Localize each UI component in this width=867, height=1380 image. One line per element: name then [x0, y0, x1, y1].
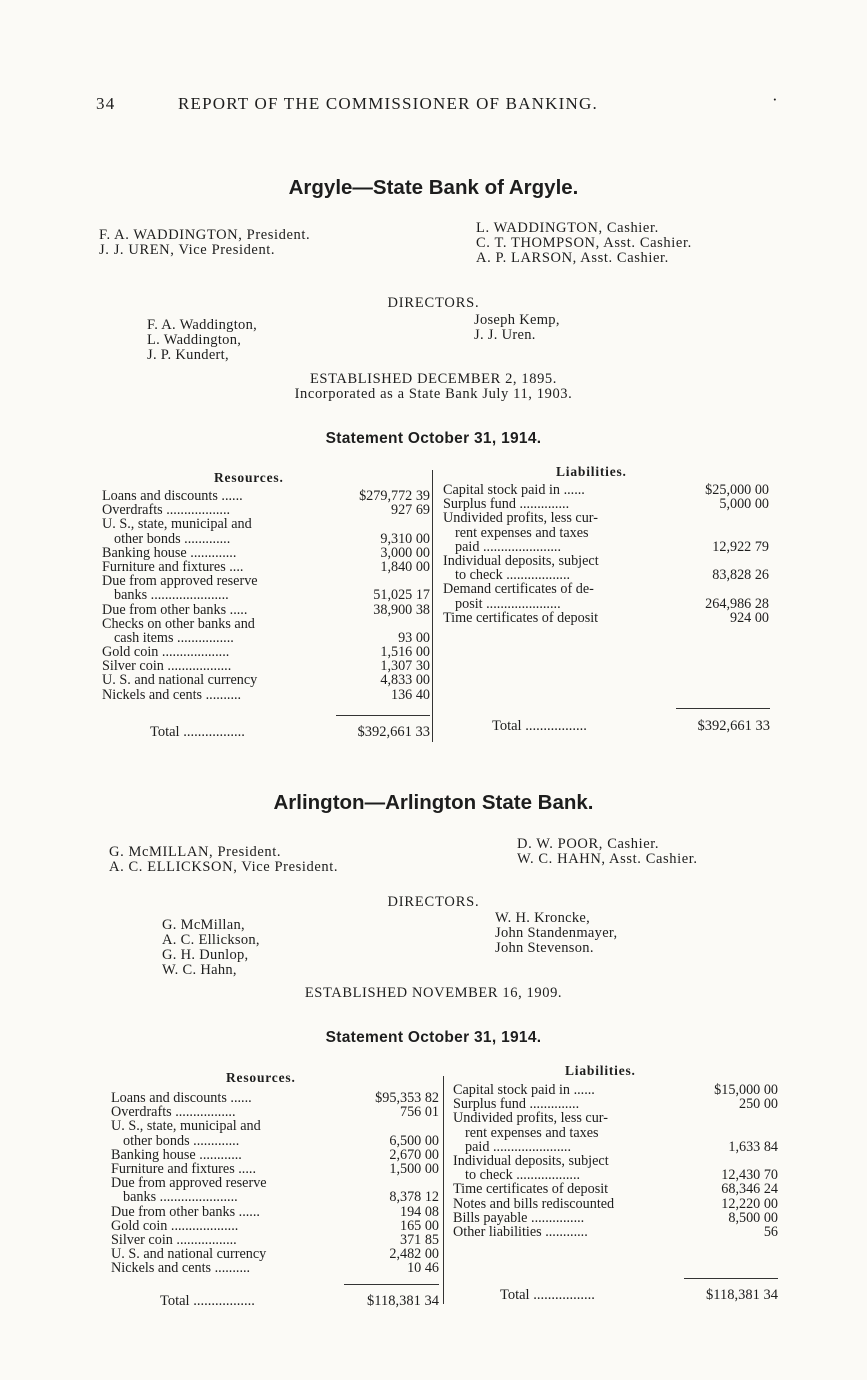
officer-line: C. T. THOMPSON, Asst. Cashier. — [476, 235, 692, 251]
item-label: U. S., state, municipal and — [102, 516, 252, 533]
liabilities-table — [453, 1083, 778, 1239]
item-label: Gold coin ................... — [102, 644, 230, 661]
table-row — [102, 546, 430, 560]
margin-mark: · — [772, 90, 779, 109]
table-row — [111, 1261, 439, 1275]
table-row — [453, 1097, 778, 1111]
item-amount: 12,220 00 — [721, 1195, 778, 1212]
item-amount: 1,840 00 — [380, 558, 430, 575]
director-name: G. H. Dunlop, — [162, 947, 249, 963]
directors-heading: DIRECTORS. — [387, 894, 480, 910]
page-number: 34 — [96, 94, 116, 113]
item-label: other bonds ............. — [114, 530, 231, 547]
item-amount: 1,307 30 — [380, 658, 430, 675]
director-name: G. McMillan, — [162, 917, 245, 933]
table-row — [102, 560, 430, 574]
item-amount: 12,430 70 — [721, 1167, 778, 1184]
item-amount: 250 00 — [738, 1096, 778, 1113]
officers-right — [476, 221, 692, 266]
total-label: Total ................. — [492, 718, 587, 734]
table-row — [453, 1211, 778, 1225]
director-name: Joseph Kemp, — [474, 312, 560, 328]
item-amount: 1,633 84 — [728, 1138, 778, 1155]
item-label: Other liabilities ............ — [453, 1223, 588, 1240]
item-amount: 10 46 — [407, 1260, 439, 1277]
item-amount: $15,000 00 — [714, 1082, 778, 1098]
item-amount: 1,500 00 — [389, 1160, 439, 1177]
item-label: paid ...................... — [455, 538, 562, 555]
item-amount: 6,500 00 — [389, 1132, 439, 1149]
item-label: Furniture and fixtures ..... — [111, 1160, 256, 1177]
director-name: J. P. Kundert, — [147, 347, 229, 363]
table-row — [443, 597, 769, 611]
item-amount: 924 00 — [729, 609, 769, 626]
established-note — [0, 986, 867, 1001]
item-label: Furniture and fixtures .... — [102, 558, 244, 575]
item-label: banks ...................... — [114, 587, 229, 604]
item-label: to check .................. — [455, 567, 571, 584]
item-label: Capital stock paid in ...... — [453, 1082, 595, 1098]
item-label: U. S., state, municipal and — [111, 1118, 261, 1135]
sum-rule — [344, 1284, 439, 1285]
total-label: Total ................. — [500, 1287, 595, 1303]
table-row — [453, 1140, 778, 1154]
item-label: Surplus fund .............. — [453, 1096, 580, 1113]
table-row — [453, 1225, 778, 1239]
table-row — [453, 1154, 778, 1168]
director-name: W. H. Kroncke, — [495, 910, 591, 926]
table-row — [102, 631, 430, 645]
item-amount: 8,378 12 — [389, 1189, 439, 1206]
item-label: Bills payable ............... — [453, 1209, 585, 1226]
item-label: Demand certificates of de- — [443, 581, 594, 598]
item-label: Due from approved reserve — [102, 573, 258, 590]
item-label: Time certificates of deposit — [443, 609, 599, 626]
item-label: Loans and discounts ...... — [111, 1090, 252, 1106]
total-label: Total ................. — [160, 1293, 255, 1309]
item-label: Individual deposits, subject — [443, 552, 599, 569]
officer-line: F. A. WADDINGTON, President. — [99, 227, 311, 243]
officer-line: A. C. ELLICKSON, Vice President. — [109, 859, 339, 875]
table-row — [443, 582, 769, 596]
item-amount: 8,500 00 — [728, 1209, 778, 1226]
table-row — [443, 540, 769, 554]
item-amount: 51,025 17 — [373, 587, 430, 604]
item-label: posit ..................... — [455, 595, 561, 612]
director-name: J. J. Uren. — [474, 327, 536, 343]
officer-line: A. P. LARSON, Asst. Cashier. — [476, 250, 669, 266]
established-line: ESTABLISHED NOVEMBER 16, 1909. — [304, 985, 563, 1001]
item-label: Undivided profits, less cur- — [443, 510, 598, 527]
table-row — [102, 645, 430, 659]
table-row — [453, 1197, 778, 1211]
table-row — [443, 483, 769, 497]
item-label: Time certificates of deposit — [453, 1181, 609, 1198]
officers-left — [99, 228, 310, 258]
table-row — [443, 511, 769, 525]
item-amount: 5,000 00 — [719, 496, 769, 513]
table-row — [443, 554, 769, 568]
table-row — [102, 603, 430, 617]
item-amount: 371 85 — [399, 1231, 439, 1248]
item-label: Loans and discounts ...... — [102, 488, 243, 504]
total-amount: $118,381 34 — [706, 1287, 778, 1303]
item-amount: 136 40 — [390, 686, 430, 703]
item-amount: 83,828 26 — [712, 567, 769, 584]
sum-rule — [684, 1278, 778, 1279]
officer-line: L. WADDINGTON, Cashier. — [476, 220, 659, 236]
established-line: ESTABLISHED DECEMBER 2, 1895. — [309, 371, 558, 387]
item-label: Capital stock paid in ...... — [443, 482, 585, 498]
directors-left — [162, 918, 260, 978]
table-row — [111, 1233, 439, 1247]
item-amount: 3,000 00 — [380, 544, 430, 561]
item-amount: 68,346 24 — [721, 1181, 778, 1198]
liabilities-heading: Liabilities. — [556, 464, 627, 479]
table-row — [111, 1105, 439, 1119]
total-amount: $392,661 33 — [697, 718, 770, 734]
table-row — [111, 1162, 439, 1176]
item-label: Banking house ............. — [102, 544, 237, 561]
table-row — [102, 574, 430, 588]
item-amount: 12,922 79 — [712, 538, 769, 555]
item-label: Surplus fund .............. — [443, 496, 570, 513]
table-row — [111, 1205, 439, 1219]
directors-right — [495, 911, 617, 956]
item-label: U. S. and national currency — [102, 672, 258, 689]
director-name: John Stevenson. — [495, 940, 594, 956]
total-label: Total ................. — [150, 724, 245, 740]
resources-heading: Resources. — [226, 1070, 296, 1085]
item-amount: 264,986 28 — [705, 595, 769, 612]
total-amount: $118,381 34 — [367, 1293, 439, 1309]
table-row — [443, 568, 769, 582]
table-row — [102, 688, 430, 702]
statement-title: Statement October 31, 1914. — [325, 430, 542, 447]
director-name: John Standenmayer, — [495, 925, 618, 941]
item-amount: $95,353 82 — [375, 1090, 439, 1106]
statement-title: Statement October 31, 1914. — [325, 1029, 542, 1046]
item-amount: 38,900 38 — [373, 601, 430, 618]
item-label: rent expenses and taxes — [455, 524, 589, 541]
officers-right — [517, 837, 698, 867]
table-row — [111, 1176, 439, 1190]
table-row — [443, 497, 769, 511]
item-amount: 1,516 00 — [380, 644, 430, 661]
resources-table — [102, 489, 430, 702]
item-label: Silver coin .................. — [102, 658, 232, 675]
director-name: L. Waddington, — [147, 332, 242, 348]
item-label: Notes and bills rediscounted — [453, 1195, 615, 1212]
item-label: rent expenses and taxes — [465, 1124, 599, 1141]
table-row — [453, 1126, 778, 1140]
item-label: Checks on other banks and — [102, 615, 255, 632]
table-row — [102, 588, 430, 602]
item-label: Banking house ............ — [111, 1146, 242, 1163]
resources-table — [111, 1091, 439, 1275]
total-amount: $392,661 33 — [357, 724, 430, 740]
table-row — [111, 1219, 439, 1233]
table-row — [111, 1247, 439, 1261]
item-label: cash items ................ — [114, 629, 234, 646]
item-amount: 56 — [763, 1223, 778, 1240]
item-label: Due from other banks ...... — [111, 1203, 260, 1220]
sum-rule — [336, 715, 430, 716]
item-label: Due from other banks ..... — [102, 601, 248, 618]
table-row — [102, 673, 430, 687]
table-row — [111, 1190, 439, 1204]
report-title: REPORT OF THE COMMISSIONER OF BANKING. — [178, 94, 598, 113]
table-row — [453, 1083, 778, 1097]
director-name: W. C. Hahn, — [162, 962, 237, 978]
resources-heading: Resources. — [214, 470, 284, 485]
directors-left — [147, 318, 257, 363]
established-note — [0, 372, 867, 402]
item-label: to check .................. — [465, 1167, 581, 1184]
item-label: Silver coin ................. — [111, 1231, 237, 1248]
item-label: Overdrafts ................. — [111, 1104, 236, 1121]
item-label: U. S. and national currency — [111, 1246, 267, 1263]
item-amount: 4,833 00 — [380, 672, 430, 689]
table-row — [102, 617, 430, 631]
table-row — [111, 1148, 439, 1162]
established-line: Incorporated as a State Bank July 11, 1903. — [294, 386, 573, 402]
bank-title: Arlington—Arlington State Bank. — [273, 791, 594, 814]
item-amount: 93 00 — [398, 629, 430, 646]
officer-line: J. J. UREN, Vice President. — [99, 242, 276, 258]
item-amount: 165 00 — [399, 1217, 439, 1234]
column-divider — [432, 470, 433, 742]
table-row — [102, 517, 430, 531]
sum-rule — [676, 708, 770, 709]
table-row — [453, 1182, 778, 1196]
director-name: F. A. Waddington, — [147, 317, 258, 333]
item-label: Nickels and cents .......... — [111, 1260, 251, 1277]
item-amount: 2,482 00 — [389, 1246, 439, 1263]
item-label: Individual deposits, subject — [453, 1152, 609, 1169]
table-row — [102, 503, 430, 517]
liabilities-heading: Liabilities. — [565, 1063, 636, 1078]
item-label: banks ...................... — [123, 1189, 238, 1206]
table-row — [102, 659, 430, 673]
item-amount: 9,310 00 — [380, 530, 430, 547]
officer-line: G. McMILLAN, President. — [109, 844, 282, 860]
table-row — [443, 526, 769, 540]
directors-right — [474, 313, 560, 343]
officer-line: D. W. POOR, Cashier. — [517, 836, 660, 852]
table-row — [453, 1168, 778, 1182]
item-label: paid ...................... — [465, 1138, 572, 1155]
table-row — [111, 1119, 439, 1133]
item-amount: 194 08 — [399, 1203, 439, 1220]
item-label: other bonds ............. — [123, 1132, 240, 1149]
column-divider — [443, 1076, 444, 1304]
directors-heading: DIRECTORS. — [387, 295, 480, 311]
item-amount: 2,670 00 — [389, 1146, 439, 1163]
item-amount: 756 01 — [399, 1104, 439, 1121]
liabilities-table — [443, 483, 769, 625]
item-amount: $25,000 00 — [705, 482, 769, 498]
table-row — [111, 1091, 439, 1105]
bank-title: Argyle—State Bank of Argyle. — [288, 176, 579, 199]
item-label: Gold coin ................... — [111, 1217, 239, 1234]
table-row — [111, 1134, 439, 1148]
table-row — [453, 1111, 778, 1125]
officer-line: W. C. HAHN, Asst. Cashier. — [517, 851, 698, 867]
table-row — [443, 611, 769, 625]
item-label: Due from approved reserve — [111, 1175, 267, 1192]
director-name: A. C. Ellickson, — [162, 932, 260, 948]
item-amount: 927 69 — [390, 502, 430, 519]
item-label: Nickels and cents .......... — [102, 686, 242, 703]
item-amount: $279,772 39 — [359, 488, 430, 504]
item-label: Overdrafts .................. — [102, 502, 231, 519]
officers-left — [109, 845, 338, 875]
item-label: Undivided profits, less cur- — [453, 1110, 608, 1127]
table-row — [102, 489, 430, 503]
table-row — [102, 532, 430, 546]
